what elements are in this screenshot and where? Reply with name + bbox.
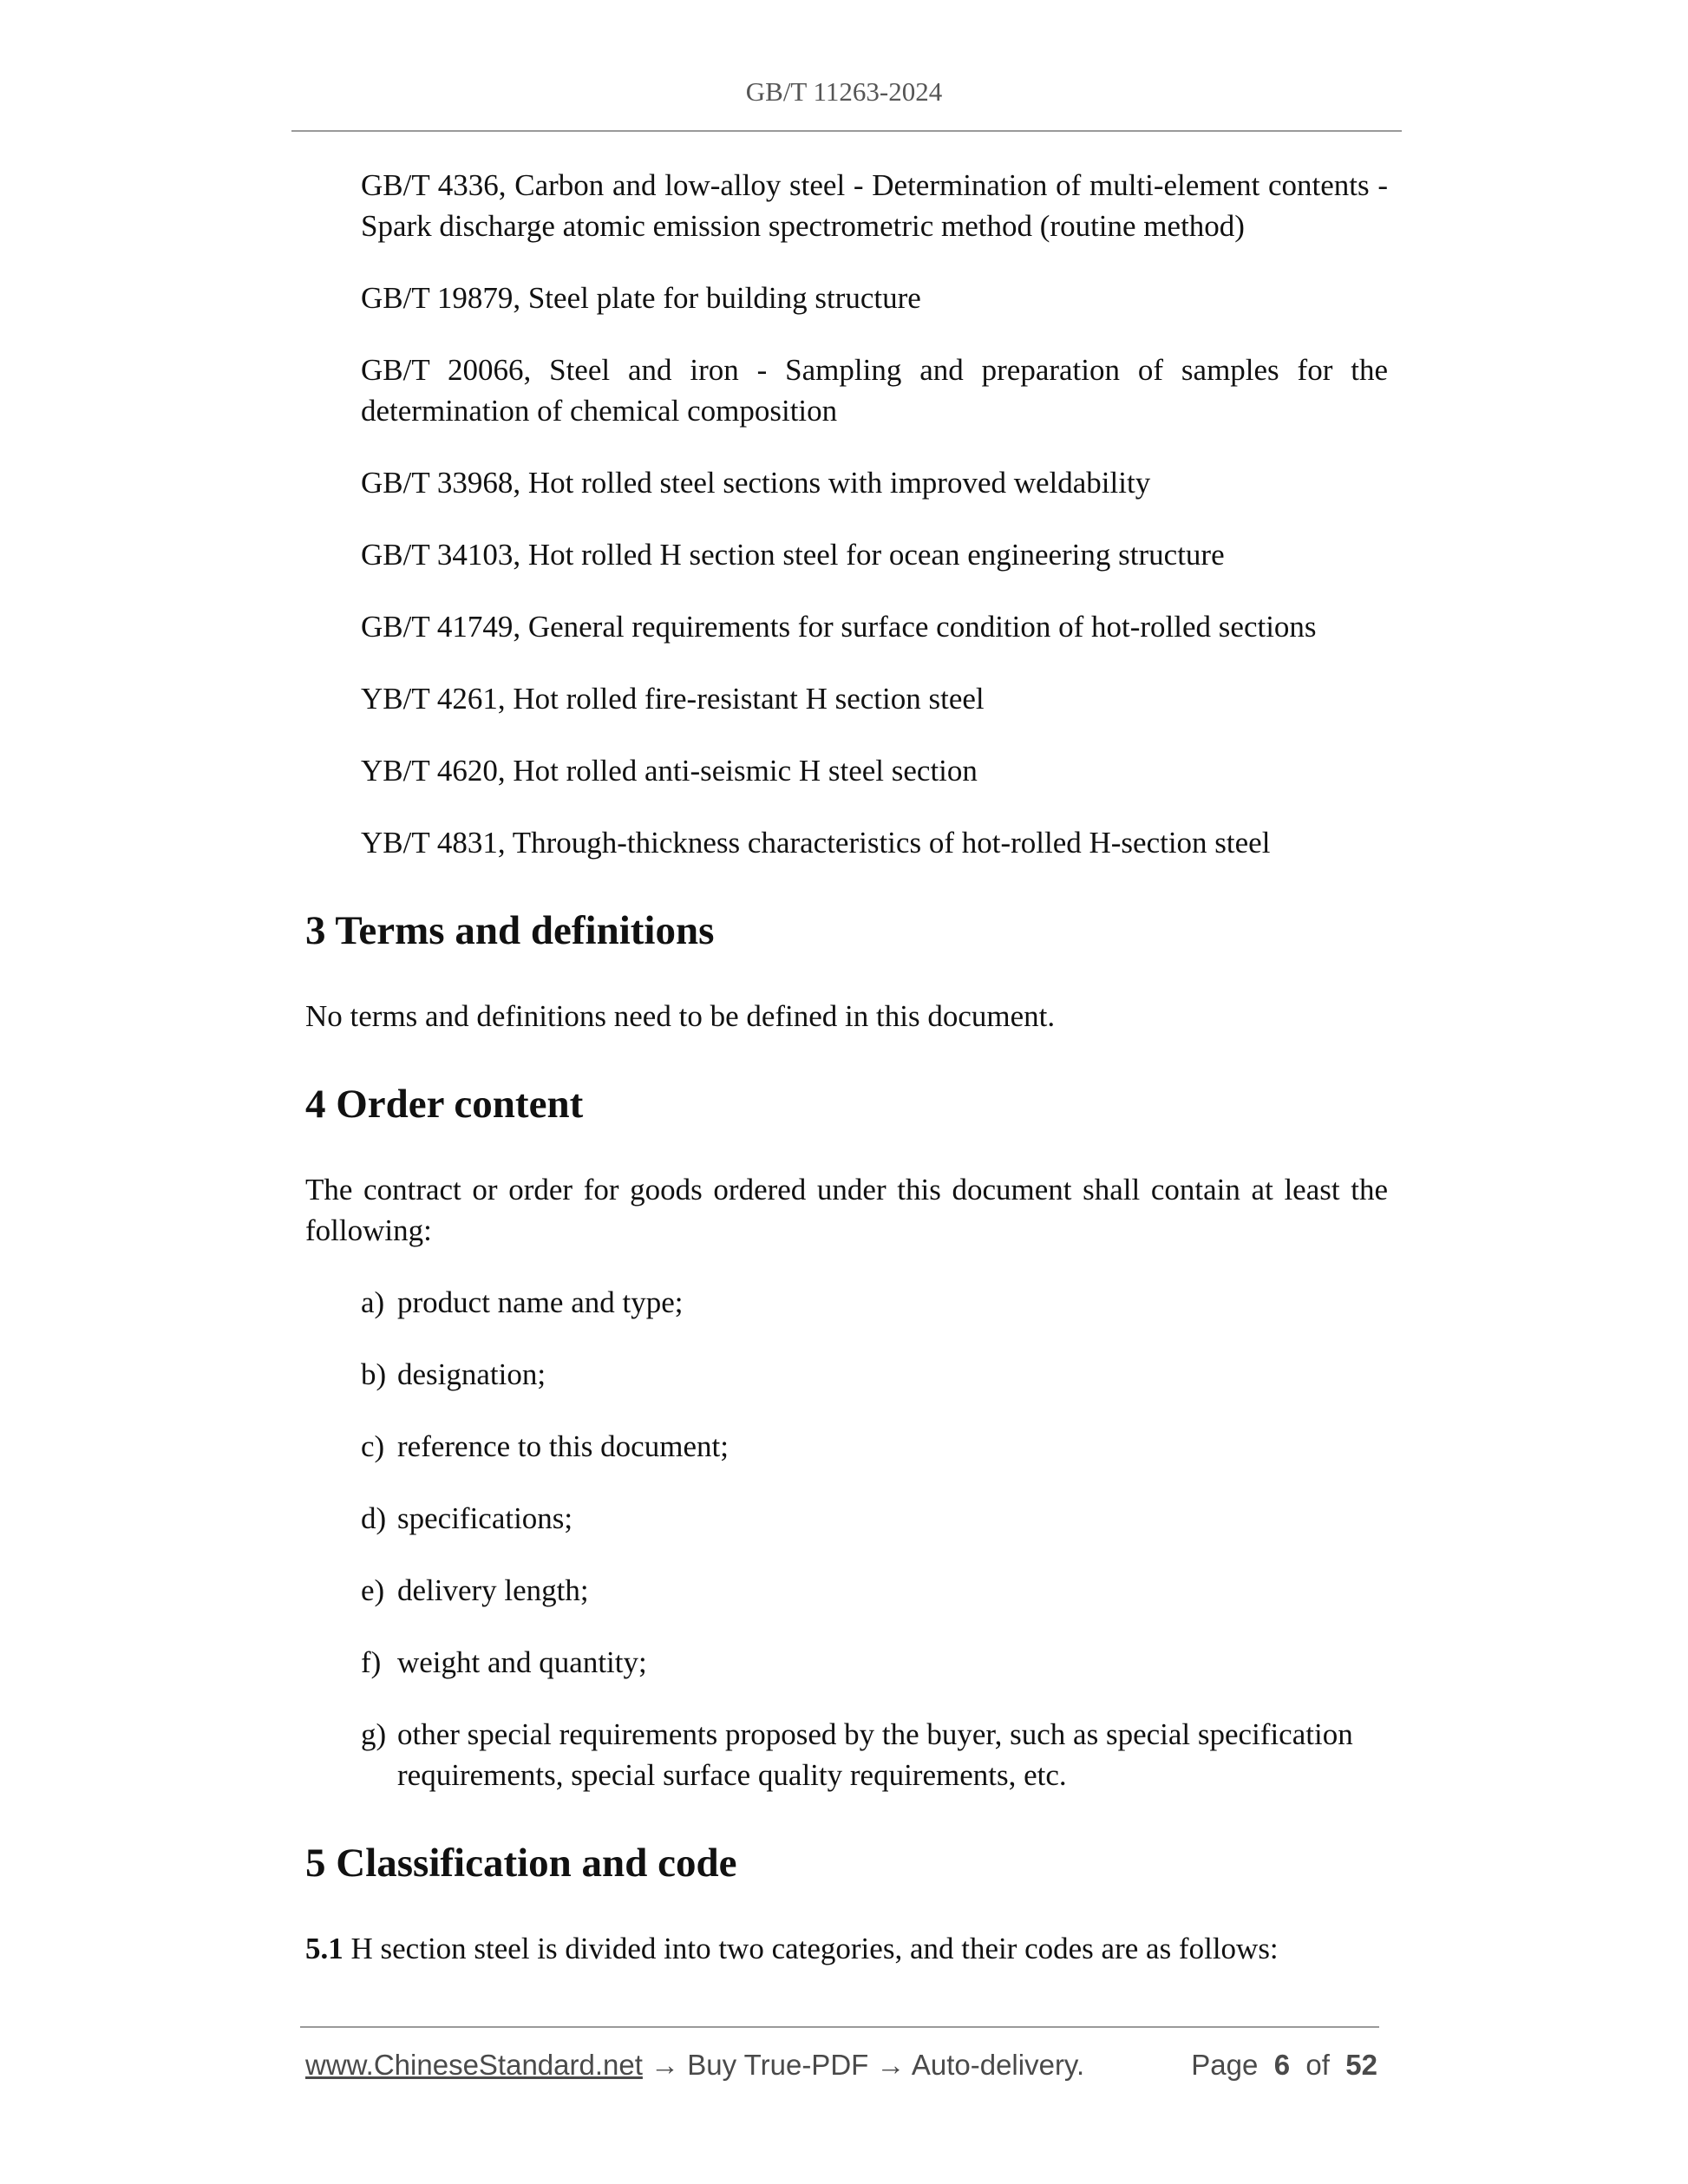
reference-item: GB/T 41749, General requirements for surface condition of hot-rolled sections xyxy=(361,610,1317,644)
website-link[interactable]: www.ChineseStandard.net xyxy=(305,2049,643,2081)
page-number: 6 xyxy=(1273,2049,1291,2081)
order-content-list xyxy=(305,1282,1388,1795)
list-item-text: specifications; xyxy=(397,1501,573,1535)
list-item xyxy=(361,1498,1388,1539)
list-item xyxy=(361,1426,1388,1467)
page-indicator xyxy=(1191,2049,1377,2082)
list-item xyxy=(361,1642,1388,1683)
reference-item: YB/T 4831, Through-thickness characteristics of hot-rolled H-section steel xyxy=(361,826,1271,860)
list-item-text: product name and type; xyxy=(397,1285,684,1319)
page-total: 52 xyxy=(1345,2049,1377,2081)
reference-item: GB/T 34103, Hot rolled H section steel for ocean engineering structure xyxy=(361,538,1225,572)
reference-item: GB/T 33968, Hot rolled steel sections with improved weldability xyxy=(361,466,1151,500)
page-label: Page xyxy=(1191,2049,1259,2081)
page-content xyxy=(305,165,1388,2000)
list-item-text: delivery length; xyxy=(397,1573,589,1607)
auto-delivery-text: Auto-delivery. xyxy=(911,2049,1085,2081)
section-3-text: No terms and definitions need to be defined in this document. xyxy=(305,999,1056,1033)
list-item-marker: c) xyxy=(361,1429,385,1463)
footer-divider xyxy=(300,2026,1379,2028)
list-item-text: other special requirements proposed by the buyer, such as special specification requirements, special surface quality requirements, etc. xyxy=(397,1717,1353,1792)
list-item-marker: a) xyxy=(361,1285,385,1319)
arrow-right-icon: → xyxy=(651,2049,680,2081)
of-label: of xyxy=(1305,2049,1330,2081)
buy-pdf-text: Buy True-PDF xyxy=(687,2049,869,2081)
section-4-heading: 4 Order content xyxy=(305,1082,584,1127)
reference-item: GB/T 20066, Steel and iron - Sampling and preparation of samples for the determination of chemical composition xyxy=(361,353,1388,428)
reference-item: YB/T 4620, Hot rolled anti-seismic H steel section xyxy=(361,754,978,788)
list-item-marker: d) xyxy=(361,1501,387,1535)
list-item xyxy=(361,1570,1388,1611)
list-item-marker: e) xyxy=(361,1573,385,1607)
arrow-right-icon: → xyxy=(876,2049,906,2081)
section-3-heading: 3 Terms and definitions xyxy=(305,908,715,953)
footer-promo xyxy=(305,2049,1084,2082)
clause-text: H section steel is divided into two categories, and their codes are as follows: xyxy=(343,1932,1279,1965)
list-item-text: weight and quantity; xyxy=(397,1645,647,1679)
list-item-marker: g) xyxy=(361,1717,387,1751)
reference-item: GB/T 4336, Carbon and low-alloy steel - Determination of multi-element contents - Spark discharge atomic emission spectrometric method (routine method) xyxy=(361,168,1388,243)
reference-list xyxy=(305,165,1388,863)
header-divider xyxy=(291,130,1402,132)
list-item xyxy=(361,1282,1388,1323)
clause-number: 5.1 xyxy=(305,1932,343,1965)
clause-5-1 xyxy=(305,1928,1388,1969)
list-item-text: designation; xyxy=(397,1357,546,1391)
section-5-heading: 5 Classification and code xyxy=(305,1841,737,1886)
running-header: GB/T 11263-2024 xyxy=(745,76,943,107)
list-item xyxy=(361,1714,1388,1795)
list-item-text: reference to this document; xyxy=(397,1429,729,1463)
list-item xyxy=(361,1354,1388,1395)
section-4-intro: The contract or order for goods ordered under this document shall contain at least the following: xyxy=(305,1173,1388,1247)
reference-item: GB/T 19879, Steel plate for building structure xyxy=(361,281,921,315)
list-item-marker: f) xyxy=(361,1645,382,1679)
list-item-marker: b) xyxy=(361,1357,387,1391)
reference-item: YB/T 4261, Hot rolled fire-resistant H section steel xyxy=(361,682,985,716)
